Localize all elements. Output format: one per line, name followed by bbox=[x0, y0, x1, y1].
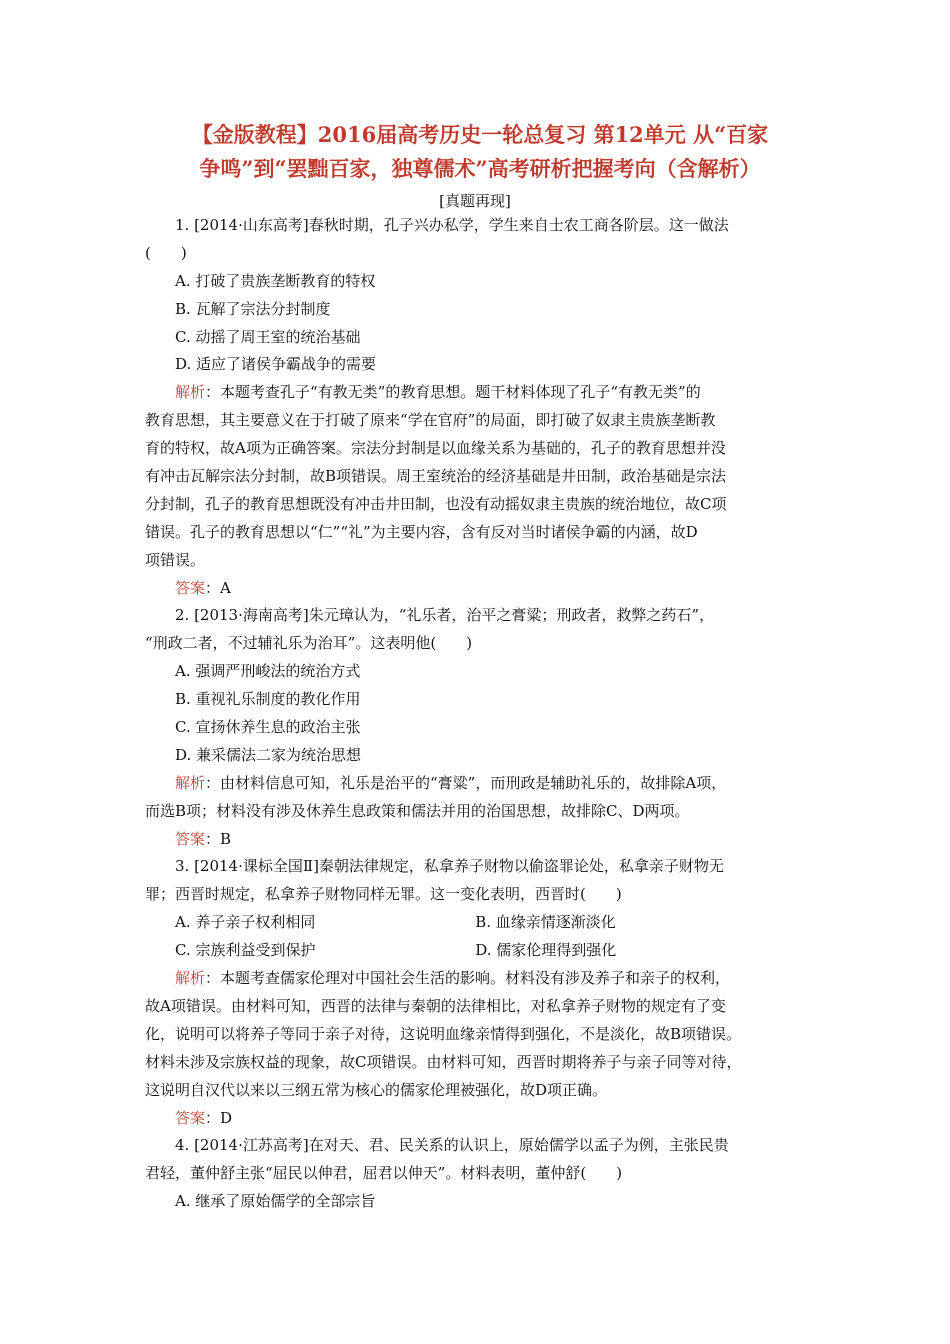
q1-analysis-line-5: 分封制，孔子的教育思想既没有冲击井田制，也没有动摇奴隶主贵族的统治地位，故C项 bbox=[145, 494, 727, 513]
q3-analysis-line-1 bbox=[145, 965, 805, 993]
q2-analysis-line-1 bbox=[145, 770, 805, 798]
document-title bbox=[140, 118, 820, 186]
q1-option-c: C. 动摇了周王室的统治基础 bbox=[175, 327, 361, 346]
q1-option-a: A. 打破了贵族垄断教育的特权 bbox=[175, 271, 376, 290]
q3-stem-line-2: 罪；西晋时规定，私拿养子财物同样无罪。这一变化表明，西晋时( ) bbox=[145, 885, 622, 904]
q2-answer-value: ：B bbox=[205, 829, 232, 848]
q2-option-d: D. 兼采儒法二家为统治思想 bbox=[175, 745, 362, 764]
q1-option-b: B. 瓦解了宗法分封制度 bbox=[175, 299, 331, 318]
q1-analysis-line-3: 育的特权，故A项为正确答案。宗法分封制是以血缘关系为基础的，孔子的教育思想并没 bbox=[145, 439, 726, 458]
title-line-2: 争鸣”到“罢黜百家，独尊儒术”高考研析把握考向（含解析） bbox=[199, 156, 761, 181]
q3-stem-line-1: 3. [2014·课标全国Ⅱ]秦朝法律规定，私拿养子财物以偷盗罪论处，私拿亲子财物无 bbox=[175, 857, 724, 876]
q2-answer bbox=[145, 826, 805, 854]
q1-answer bbox=[145, 575, 805, 603]
q1-analysis-label: 解析 bbox=[175, 383, 206, 402]
q2-answer-label: 答案 bbox=[175, 829, 206, 848]
q1-analysis-line-2: 教育思想，其主要意义在于打破了原来“学在官府”的局面，即打破了奴隶主贵族垄断教 bbox=[145, 411, 716, 430]
q3-options-row-2 bbox=[145, 937, 805, 965]
q3-analysis-line-3: 化，说明可以将养子等同于亲子对待，这说明血缘亲情得到强化，不是淡化，故B项错误。 bbox=[145, 1024, 742, 1043]
q4-stem-line-2: 君轻，董仲舒主张“屈民以伸君，屈君以伸天”。材料表明，董仲舒( ) bbox=[145, 1164, 623, 1183]
document-body bbox=[145, 212, 805, 1216]
q3-analysis-line-2: 故A项错误。由材料可知，西晋的法律与秦朝的法律相比，对私拿养子财物的规定有了变 bbox=[145, 996, 726, 1015]
q1-answer-value: ：A bbox=[205, 578, 231, 597]
q3-option-d: D. 儒家伦理得到强化 bbox=[475, 941, 617, 960]
q1-analysis-line-1 bbox=[145, 379, 805, 407]
q1-answer-label: 答案 bbox=[175, 578, 206, 597]
q1-analysis-line-7: 项错误。 bbox=[145, 550, 206, 569]
q1-analysis-text-1: ：本题考查孔子“有教无类”的教育思想。题干材料体现了孔子“有教无类”的 bbox=[205, 383, 701, 402]
q1-analysis-line-6: 错误。孔子的教育思想以“仁”“礼”为主要内容，含有反对当时诸侯争霸的内涵，故D bbox=[145, 522, 698, 541]
q3-option-c: C. 宗族利益受到保护 bbox=[175, 941, 316, 960]
q2-stem-line-1: 2. [2013·海南高考]朱元璋认为，“礼乐者，治平之膏粱；刑政者，救弊之药石”， bbox=[175, 606, 715, 625]
q3-answer-label: 答案 bbox=[175, 1108, 206, 1127]
q1-stem-line-1: 1. [2014·山东高考]春秋时期，孔子兴办私学，学生来自士农工商各阶层。这一做法 bbox=[175, 216, 729, 234]
q2-analysis-text-1: ：由材料信息可知，礼乐是治平的“膏粱”，而刑政是辅助礼乐的，故排除A项， bbox=[205, 773, 727, 792]
q1-stem-line-2: ( ) bbox=[145, 243, 187, 262]
q4-stem-line-1: 4. [2014·江苏高考]在对天、君、民关系的认识上，原始儒学以孟子为例，主张民贵 bbox=[175, 1136, 729, 1155]
title-line-1: 【金版教程】2016届高考历史一轮总复习 第12单元 从“百家 bbox=[191, 122, 769, 147]
section-heading: [真题再现] bbox=[439, 192, 511, 210]
q4-option-a: A. 继承了原始儒学的全部宗旨 bbox=[175, 1192, 376, 1211]
q3-analysis-line-5: 这说明自汉代以来以三纲五常为核心的儒家伦理被强化，故D项正确。 bbox=[145, 1080, 608, 1099]
q2-analysis-label: 解析 bbox=[175, 773, 206, 792]
q3-analysis-line-4: 材料未涉及宗族权益的现象，故C项错误。由材料可知，西晋时期将养子与亲子同等对待， bbox=[145, 1052, 742, 1071]
q3-options-row-1 bbox=[145, 909, 805, 937]
q3-option-b: B. 血缘亲情逐渐淡化 bbox=[475, 913, 616, 932]
q2-option-c: C. 宣扬休养生息的政治主张 bbox=[175, 718, 361, 737]
q3-analysis-label: 解析 bbox=[175, 969, 206, 988]
q3-option-a: A. 养子亲子权利相同 bbox=[175, 913, 316, 932]
q3-analysis-text-1: ：本题考查儒家伦理对中国社会生活的影响。材料没有涉及养子和亲子的权利， bbox=[205, 969, 731, 988]
q1-analysis-line-4: 有冲击瓦解宗法分封制，故B项错误。周王室统治的经济基础是井田制，政治基础是宗法 bbox=[145, 467, 727, 486]
q2-stem-line-2: “刑政二者，不过辅礼乐为治耳”。这表明他( ) bbox=[145, 634, 473, 653]
q2-option-b: B. 重视礼乐制度的教化作用 bbox=[175, 690, 361, 709]
q3-answer bbox=[145, 1105, 805, 1133]
q2-analysis-line-2: 而选B项；材料没有涉及休养生息政策和儒法并用的治国思想，故排除C、D两项。 bbox=[145, 801, 690, 820]
q1-option-d: D. 适应了诸侯争霸战争的需要 bbox=[175, 355, 377, 374]
q2-option-a: A. 强调严刑峻法的统治方式 bbox=[175, 662, 361, 681]
q3-answer-value: ：D bbox=[205, 1108, 233, 1127]
